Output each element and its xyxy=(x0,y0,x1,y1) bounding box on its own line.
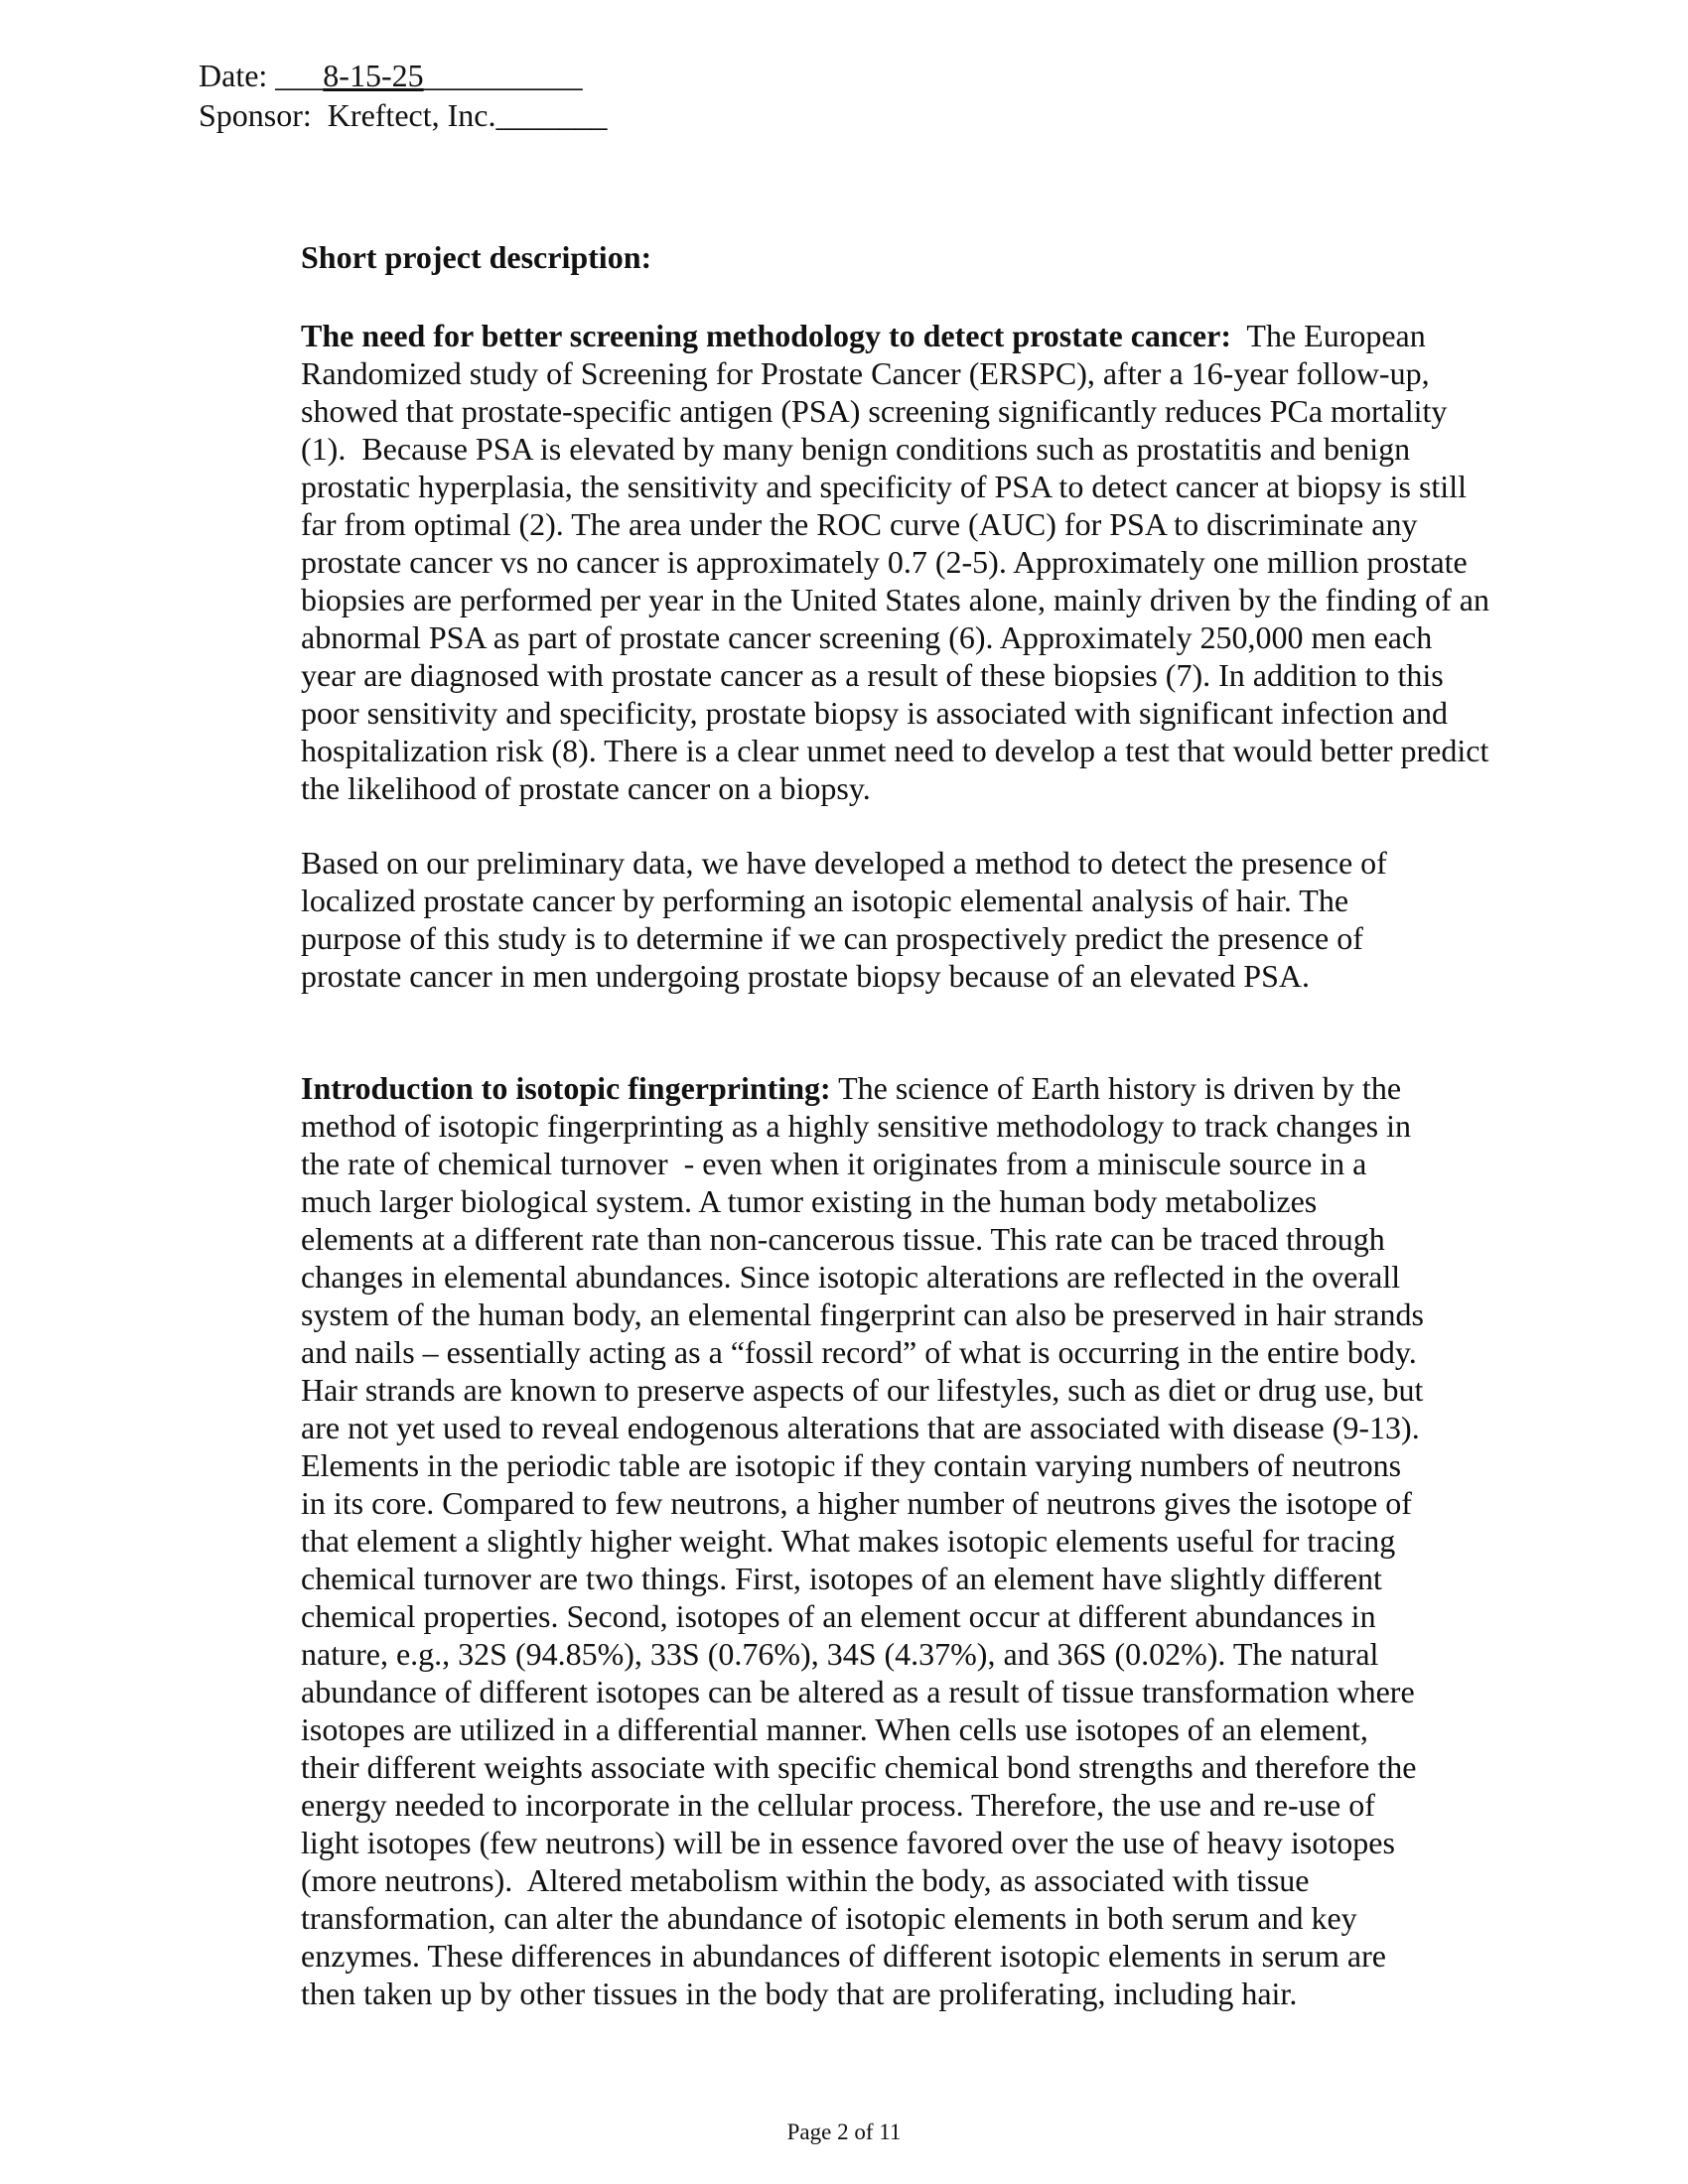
text-line: prostate cancer in men undergoing prostate biopsy because of an elevated PSA. xyxy=(301,958,1310,994)
paragraph-lines xyxy=(301,1107,1424,2012)
sponsor-value: Kreftect, Inc. xyxy=(327,97,496,133)
paragraph-first-line xyxy=(301,1069,1424,1107)
text-line: light isotopes (few neutrons) will be in essence favored over the use of heavy isotopes xyxy=(301,1825,1395,1860)
page-number-label: Page 2 of 11 xyxy=(786,2119,902,2144)
text-line: nature, e.g., 32S (94.85%), 33S (0.76%), 34S (4.37%), and 36S (0.02%). The natural xyxy=(301,1636,1379,1672)
text-line: biopsies are performed per year in the United States alone, mainly driven by the finding of an xyxy=(301,582,1489,617)
text-line: energy needed to incorporate in the cellular process. Therefore, the use and re-use of xyxy=(301,1787,1375,1823)
page-footer xyxy=(0,2118,1688,2146)
paragraph-lead-rest: The European xyxy=(1230,318,1426,353)
paragraph-study-purpose xyxy=(301,844,1387,995)
text-line: prostate cancer vs no cancer is approximately 0.7 (2-5). Approximately one million prostate xyxy=(301,544,1468,580)
text-line: (1). Because PSA is elevated by many benign conditions such as prostatitis and benign xyxy=(301,431,1411,467)
text-line: elements at a different rate than non-cancerous tissue. This rate can be traced through xyxy=(301,1221,1385,1257)
text-line: then taken up by other tissues in the body that are proliferating, including hair. xyxy=(301,1976,1298,2011)
text-line: purpose of this study is to determine if we can prospectively predict the presence of xyxy=(301,920,1363,956)
text-line: their different weights associate with specific chemical bond strengths and therefore the xyxy=(301,1749,1417,1785)
text-line: method of isotopic fingerprinting as a highly sensitive methodology to track changes in xyxy=(301,1108,1411,1144)
paragraph-isotopic-fingerprinting xyxy=(301,1069,1424,2012)
document-header xyxy=(199,56,607,135)
date-blank-before: ___ xyxy=(275,58,324,93)
paragraph-lines xyxy=(301,354,1489,807)
text-line: the likelihood of prostate cancer on a biopsy. xyxy=(301,770,871,806)
text-line: the rate of chemical turnover - even when it originates from a miniscule source in a xyxy=(301,1146,1367,1181)
text-line: (more neutrons). Altered metabolism within the body, as associated with tissue xyxy=(301,1862,1310,1898)
text-line: isotopes are utilized in a differential manner. When cells use isotopes of an element, xyxy=(301,1711,1368,1747)
text-line: are not yet used to reveal endogenous alterations that are associated with disease (9-13). xyxy=(301,1410,1420,1445)
sponsor-label: Sponsor: xyxy=(199,97,328,133)
text-line: abnormal PSA as part of prostate cancer screening (6). Approximately 250,000 men each xyxy=(301,619,1433,655)
paragraph-first-line xyxy=(301,317,1489,354)
text-line: chemical properties. Second, isotopes of an element occur at different abundances in xyxy=(301,1598,1376,1634)
date-value: 8-15-25 xyxy=(323,58,424,93)
text-line: Based on our preliminary data, we have developed a method to detect the presence of xyxy=(301,845,1387,881)
sponsor-line xyxy=(199,95,607,135)
text-line: year are diagnosed with prostate cancer as a result of these biopsies (7). In addition to this xyxy=(301,657,1444,693)
text-line: far from optimal (2). The area under the ROC curve (AUC) for PSA to discriminate any xyxy=(301,506,1418,542)
text-line: hospitalization risk (8). There is a clear unmet need to develop a test that would better predict xyxy=(301,733,1489,768)
sponsor-blank-after: _______ xyxy=(495,97,608,133)
text-line: that element a slightly higher weight. What makes isotopic elements useful for tracing xyxy=(301,1523,1396,1559)
paragraph-lead-bold: Introduction to isotopic fingerprinting: xyxy=(301,1070,831,1106)
text-line: localized prostate cancer by performing an isotopic elemental analysis of hair. The xyxy=(301,883,1349,918)
text-line: in its core. Compared to few neutrons, a higher number of neutrons gives the isotope of xyxy=(301,1485,1412,1521)
text-line: enzymes. These differences in abundances of different isotopic elements in serum are xyxy=(301,1938,1386,1974)
text-line: Hair strands are known to preserve aspects of our lifestyles, such as diet or drug use, but xyxy=(301,1372,1424,1408)
paragraph-screening-need xyxy=(301,317,1489,807)
section-title: Short project description: xyxy=(301,239,652,275)
text-line: Elements in the periodic table are isotopic if they contain varying numbers of neutrons xyxy=(301,1447,1402,1483)
date-blank-after: __________ xyxy=(423,58,583,93)
text-line: system of the human body, an elemental fingerprint can also be preserved in hair strands xyxy=(301,1297,1424,1332)
paragraph-lead-rest: The science of Earth history is driven by the xyxy=(830,1070,1402,1106)
text-line: transformation, can alter the abundance of isotopic elements in both serum and key xyxy=(301,1900,1357,1936)
paragraph-lead-bold: The need for better screening methodology to detect prostate cancer: xyxy=(301,318,1231,353)
paragraph-lines xyxy=(301,844,1387,995)
date-label: Date: xyxy=(199,58,276,93)
date-line xyxy=(199,56,607,95)
text-line: chemical turnover are two things. First, isotopes of an element have slightly different xyxy=(301,1561,1382,1596)
text-line: poor sensitivity and specificity, prostate biopsy is associated with significant infection and xyxy=(301,695,1449,731)
text-line: showed that prostate-specific antigen (PSA) screening significantly reduces PCa mortality xyxy=(301,393,1448,429)
text-line: prostatic hyperplasia, the sensitivity and specificity of PSA to detect cancer at biopsy is still xyxy=(301,469,1467,504)
text-line: Randomized study of Screening for Prostate Cancer (ERSPC), after a 16-year follow-up, xyxy=(301,355,1430,391)
text-line: much larger biological system. A tumor existing in the human body metabolizes xyxy=(301,1183,1318,1219)
text-line: changes in elemental abundances. Since isotopic alterations are reflected in the overall xyxy=(301,1259,1401,1295)
text-line: and nails – essentially acting as a “fossil record” of what is occurring in the entire body. xyxy=(301,1334,1417,1370)
text-line: abundance of different isotopes can be altered as a result of tissue transformation where xyxy=(301,1674,1415,1709)
